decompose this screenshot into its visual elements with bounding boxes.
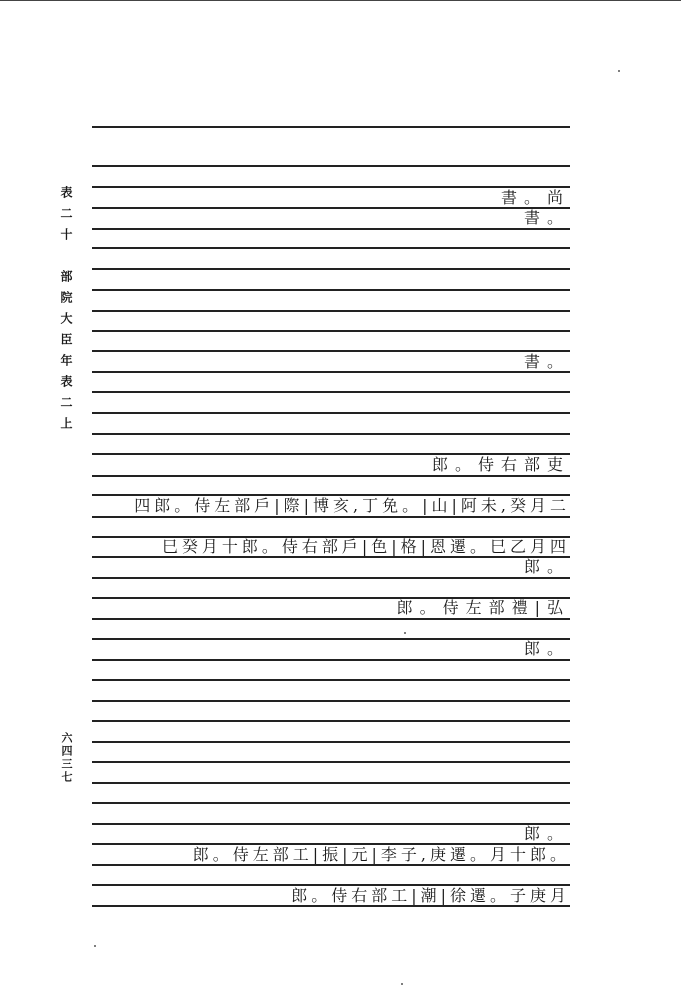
- row-entry: 郎。: [523, 639, 570, 658]
- rule-line: [92, 741, 570, 743]
- row-entry: 書。尚: [500, 188, 570, 207]
- rule-line: [92, 289, 570, 291]
- row-entry: 四郎。侍左部戶|際|博亥,丁免。|山|阿未,癸月二: [134, 496, 570, 515]
- rule-line: [92, 247, 570, 249]
- rule-line: [92, 823, 570, 825]
- rule-line: [92, 433, 570, 435]
- rule-line: [92, 186, 570, 188]
- rule-line: [92, 720, 570, 722]
- rule-line: [92, 516, 570, 518]
- scan-speck: [404, 632, 406, 634]
- rule-line: [92, 761, 570, 763]
- scan-speck: [618, 70, 620, 72]
- rule-line: [92, 412, 570, 414]
- rule-line: [92, 679, 570, 681]
- row-entry: 郎。侍左部工|振|元|李子,庚遷。月十郎。: [192, 845, 570, 864]
- rule-line: [92, 371, 570, 373]
- scan-speck: [401, 983, 403, 985]
- page-number: 六四三七: [60, 732, 73, 784]
- rule-line: [92, 638, 570, 640]
- row-entry: 書。: [523, 208, 570, 227]
- rule-line: [92, 618, 570, 620]
- row-entry: 郎。: [523, 557, 570, 576]
- rule-line: [92, 207, 570, 209]
- rule-line: [92, 782, 570, 784]
- scan-speck: [94, 945, 96, 947]
- row-entry: 書。: [523, 352, 570, 371]
- row-entry: 郎。: [523, 824, 570, 843]
- rule-line: [92, 802, 570, 804]
- rule-line: [92, 228, 570, 230]
- rule-line: [92, 391, 570, 393]
- margin-title: 表二十 部院大臣年表二上: [59, 186, 73, 438]
- top-border: [0, 0, 681, 1]
- row-entry: 郎。侍右部工|潮|徐遷。子庚月: [291, 886, 570, 905]
- row-entry: 郎。侍右部吏: [431, 455, 570, 474]
- rule-line: [92, 659, 570, 661]
- rule-line: [92, 268, 570, 270]
- rule-line: [92, 577, 570, 579]
- rule-line: [92, 126, 570, 128]
- row-entry: 郎。侍左部禮|弘: [396, 598, 570, 617]
- rule-line: [92, 475, 570, 477]
- rule-line: [92, 165, 570, 167]
- rule-line: [92, 330, 570, 332]
- row-entry: 巳癸月十郎。侍右部戶|色|格|恩遷。巳乙月四: [161, 537, 570, 556]
- rule-line: [92, 350, 570, 352]
- rule-line: [92, 700, 570, 702]
- rule-line: [92, 310, 570, 312]
